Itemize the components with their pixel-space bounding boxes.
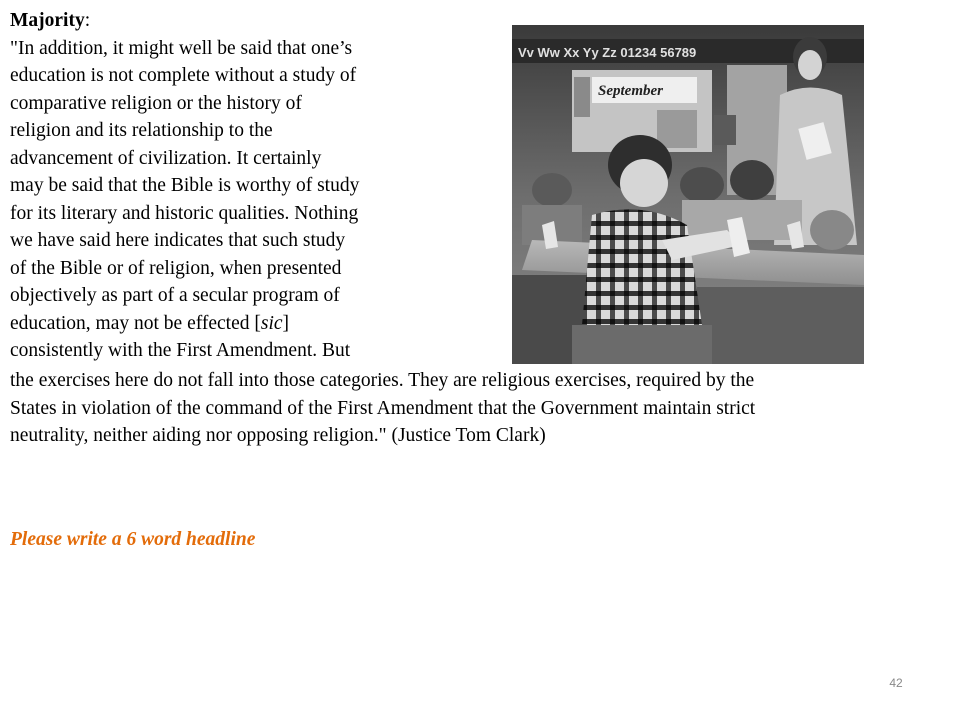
quote-line-5: advancement of civilization. It certainly (10, 147, 322, 169)
quote-line-12: consistently with the First Amendment. But (10, 340, 351, 361)
quote-line-7: for its literary and historic qualities. Nothing (10, 202, 359, 224)
board-decoration (574, 77, 590, 117)
board-picture (657, 110, 697, 148)
boy-plaid-shirt (582, 209, 702, 325)
alphabet-strip-text: Vv Ww Xx Yy Zz 01234 56789 (518, 45, 697, 60)
majority-heading: Majority (10, 10, 85, 31)
quote-wide-line-3: neutrality, neither aiding nor opposing religion." (Justice Tom Clark) (10, 425, 546, 446)
sic-word: sic (260, 312, 283, 334)
child-left-head (532, 173, 572, 207)
quote-line-9: of the Bible or of religion, when presented (10, 257, 342, 279)
quote-wide-line-2: States in violation of the command of the First Amendment that the Government maintain strict (10, 397, 756, 419)
quote-line-11 (10, 310, 289, 338)
boy-pants (572, 325, 712, 364)
quote-line-3: comparative religion or the history of (10, 92, 302, 114)
quote-line-1: "In addition, it might well be said that one’s (10, 37, 353, 59)
month-sign: September (598, 83, 663, 99)
desk-front (697, 287, 864, 364)
heading-line (10, 7, 90, 35)
child-mid-head (680, 167, 724, 203)
quote-line-2: education is not complete without a study of (10, 65, 357, 86)
child-mid2-head (730, 160, 774, 200)
heading-colon: : (84, 10, 91, 31)
teacher-face (798, 50, 822, 80)
sic-after: ] (282, 312, 290, 334)
quote-wide-line-1: the exercises here do not fall into those categories. They are religious exercises, required by the (10, 370, 755, 391)
plant-shape (714, 115, 736, 145)
quote-line-8: we have said here indicates that such study (10, 230, 346, 251)
quote-line-4: religion and its relationship to the (10, 120, 273, 141)
headline-prompt: Please write a 6 word headline (10, 529, 256, 550)
quote-line-6: may be said that the Bible is worthy of study (10, 175, 360, 196)
classroom-prayer-photo (512, 25, 864, 364)
child-right-head (810, 210, 854, 250)
sic-before: education, may not be effected [ (10, 312, 261, 334)
page-number: 42 (889, 676, 903, 690)
boy-face (620, 159, 668, 207)
quote-line-10: objectively as part of a secular program of (10, 285, 340, 306)
